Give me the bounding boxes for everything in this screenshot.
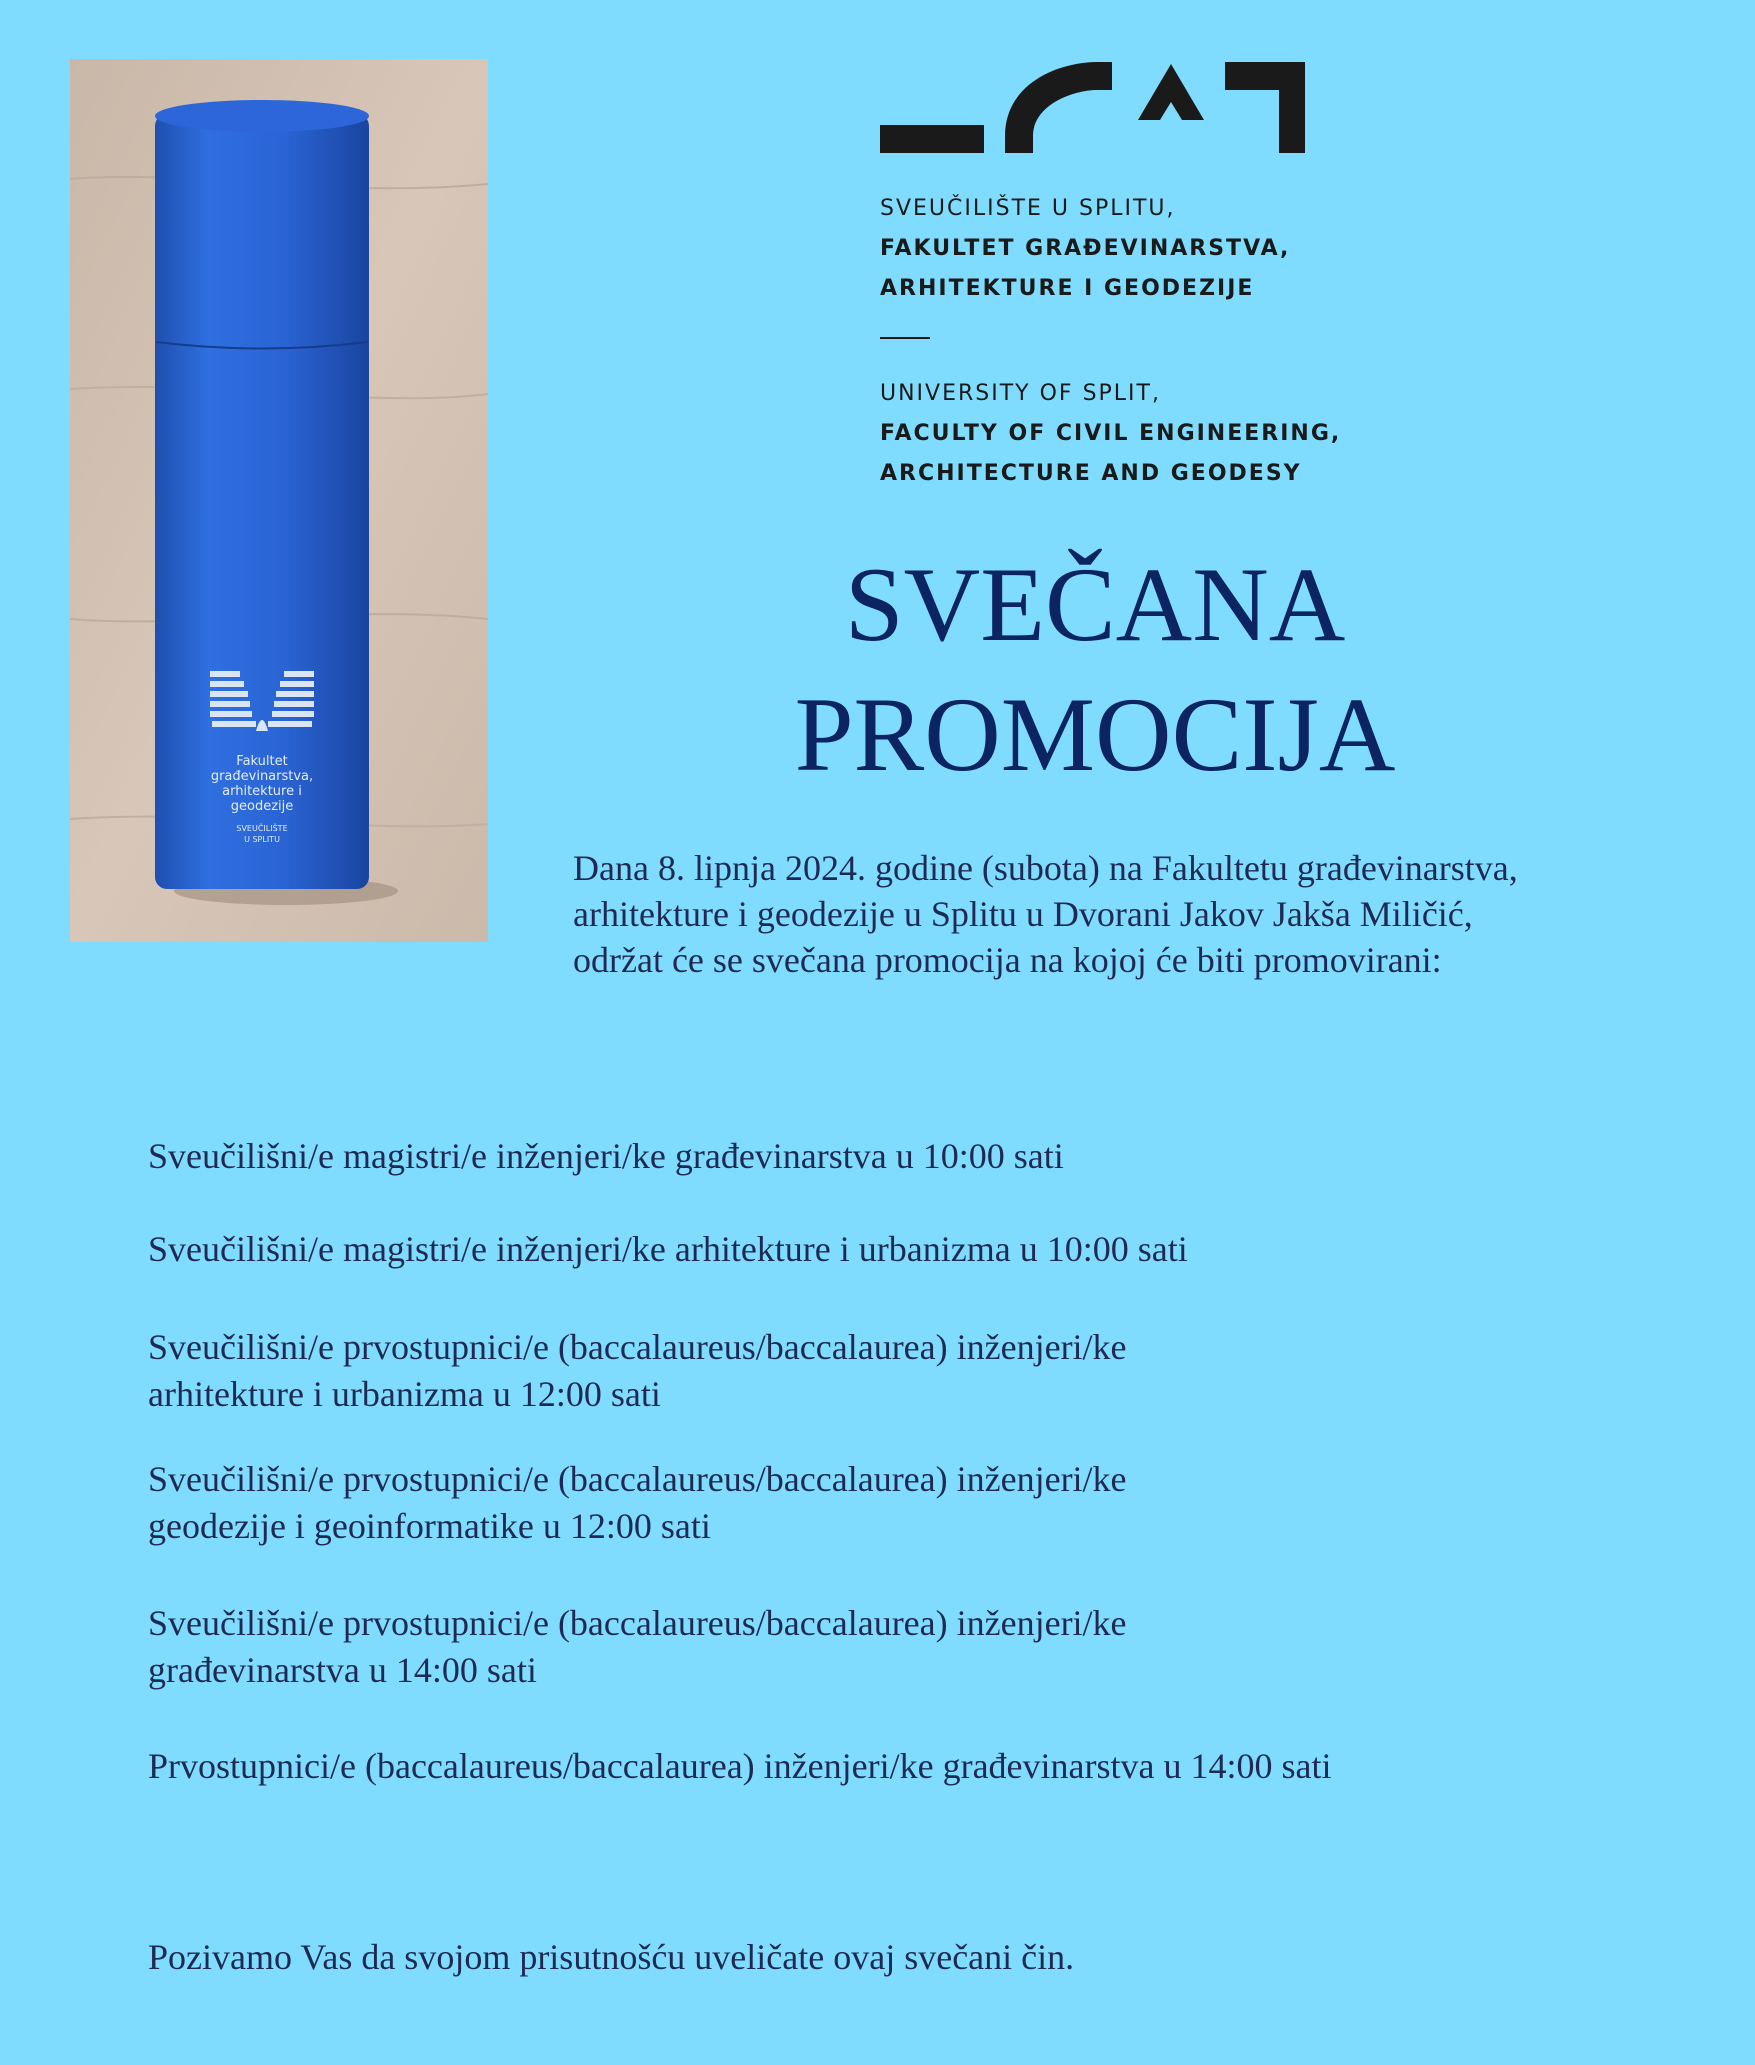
program-item-line: arhitekture i urbanizma u 12:00 sati — [148, 1374, 661, 1414]
program-item-line: Sveučilišni/e prvostupnici/e (baccalaureus/baccalaurea) inženjeri/ke — [148, 1459, 1127, 1499]
intro-line: arhitekture i geodezije u Splitu u Dvorani Jakov Jakša Miličić, — [573, 894, 1473, 934]
tube-label-line: građevinarstva, — [210, 769, 314, 784]
program-item-line: Prvostupnici/e (baccalaureus/baccalaurea) inženjeri/ke građevinarstva u 14:00 sati — [148, 1746, 1332, 1786]
faculty-logo-mark — [880, 58, 1305, 161]
institution-name-hr — [880, 189, 1290, 309]
tube-sub-line: U SPLITU — [244, 835, 280, 844]
intro-line: Dana 8. lipnja 2024. godine (subota) na Fakultetu građevinarstva, — [573, 848, 1518, 888]
institution-en-line: FACULTY OF CIVIL ENGINEERING, — [880, 421, 1342, 446]
program-item-line: geodezije i geoinformatike u 12:00 sati — [148, 1506, 711, 1546]
institution-en-line: ARCHITECTURE AND GEODESY — [880, 461, 1302, 486]
intro-paragraph — [573, 845, 1733, 983]
faculty-logo-icon — [880, 58, 1305, 156]
program-item — [148, 1324, 1648, 1418]
program-item-line: Sveučilišni/e magistri/e inženjeri/ke građevinarstva u 10:00 sati — [148, 1136, 1064, 1176]
program-item — [148, 1743, 1648, 1790]
program-item — [148, 1133, 1648, 1180]
institution-en-line: UNIVERSITY OF SPLIT, — [880, 381, 1161, 406]
institution-hr-line: SVEUČILIŠTE U SPLITU, — [880, 196, 1176, 221]
institution-divider — [880, 337, 930, 339]
institution-hr-line: ARHITEKTURE I GEODEZIJE — [880, 276, 1255, 301]
title-line: PROMOCIJA — [794, 676, 1396, 793]
program-item — [148, 1456, 1648, 1550]
tube-label-line: Fakultet — [236, 754, 288, 769]
intro-line: održat će se svečana promocija na kojoj će biti promovirani: — [573, 940, 1442, 980]
program-item-line: Sveučilišni/e prvostupnici/e (baccalaureus/baccalaurea) inženjeri/ke — [148, 1327, 1127, 1367]
program-item — [148, 1226, 1648, 1273]
program-item — [148, 1600, 1648, 1694]
diploma-tube-illustration — [70, 59, 488, 942]
institution-name-en — [880, 374, 1341, 494]
tube-sub-line: SVEUČILIŠTE — [236, 824, 288, 833]
program-item-line: Sveučilišni/e prvostupnici/e (baccalaureus/baccalaurea) inženjeri/ke — [148, 1603, 1127, 1643]
tube-label-line: geodezije — [230, 799, 294, 814]
tube-label-line: arhitekture i — [222, 784, 302, 799]
closing-sentence — [148, 1934, 1648, 1981]
institution-hr-line: FAKULTET GRAĐEVINARSTVA, — [880, 236, 1291, 261]
diploma-tube-photo — [70, 59, 488, 942]
closing-line: Pozivamo Vas da svojom prisutnošću uveličate ovaj svečani čin. — [148, 1937, 1075, 1977]
program-item-line: Sveučilišni/e magistri/e inženjeri/ke arhitekture i urbanizma u 10:00 sati — [148, 1229, 1188, 1269]
title-line: SVEČANA — [844, 546, 1346, 663]
page-title — [580, 540, 1610, 800]
program-item-line: građevinarstva u 14:00 sati — [148, 1650, 537, 1690]
